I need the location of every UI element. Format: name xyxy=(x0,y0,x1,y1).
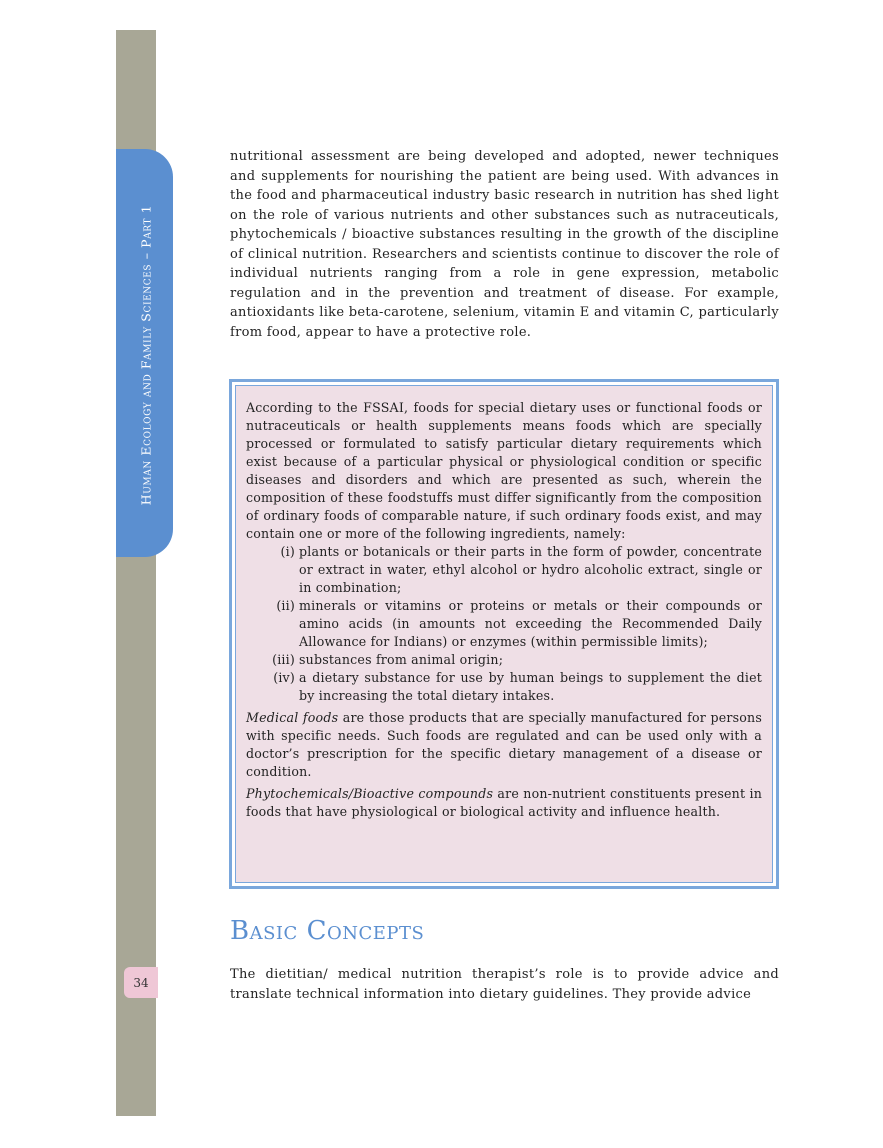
ingredient-list xyxy=(246,543,762,705)
list-item xyxy=(246,597,762,651)
medical-foods-definition xyxy=(246,709,762,781)
medical-foods-text: are those products that are specially manufactured for persons with specific needs. Such foods are regulated and can be used only with a doctor’s prescription for the specific dietary management of a disease or condition. xyxy=(246,710,762,779)
definition-box xyxy=(229,379,779,889)
list-item-text: minerals or vitamins or proteins or metals or their compounds or amino acids (in amounts not exceeding the Recommended Daily Allowance for Indians) or enzymes (within permissible limits); xyxy=(299,598,762,649)
list-item-text: substances from animal origin; xyxy=(299,652,504,667)
phytochemicals-text: are non-nutrient constituents present in foods that have physiological or biological activity and influence health. xyxy=(246,786,763,819)
list-item xyxy=(246,651,762,669)
list-item-number: (iv) xyxy=(273,670,295,685)
body-paragraph-1: nutritional assessment are being developed and adopted, newer techniques and supplements for nourishing the patient are being used. With advances in the food and pharmaceutical industry basic research in nutrition has shed light on the role of various nutrients and other substances such as nutraceuticals, phytochemicals / bioactive substances resulting in the growth of the discipline of clinical nutrition. Researchers and scientists continue to discover the role of individual nutrients ranging from a role in gene expression, metabolic regulation and in the prevention and treatment of disease. For example, antioxidants like beta-carotene, selenium, vitamin E and vitamin C, particularly from food, appear to have a protective role. xyxy=(230,149,779,340)
running-title: Human Ecology and Family Sciences – Part 1 xyxy=(138,204,154,506)
body-paragraph-2: The dietitian/ medical nutrition therapist’s role is to provide advice and translate technical information into dietary guidelines. They provide advice xyxy=(230,967,779,1002)
definition-box-content xyxy=(235,385,773,883)
medical-foods-term: Medical foods xyxy=(246,710,339,725)
list-item-number: (i) xyxy=(280,544,295,559)
list-item xyxy=(246,669,762,705)
list-item xyxy=(246,543,762,597)
fssai-definition: According to the FSSAI, foods for special dietary uses or functional foods or nutraceuticals or health supplements means foods which are specially processed or formulated to satisfy particular dietary requirements which exist because of a particular physical or physiological condition or specific diseases and disorders and which are presented as such, wherein the composition of these foodstuffs must differ significantly from the composition of ordinary foods of comparable nature, if such ordinary foods exist, and may contain one or more of the following ingredients, namely: xyxy=(246,400,762,541)
page-number xyxy=(124,967,158,998)
phytochemicals-term: Phytochemicals/Bioactive compounds xyxy=(246,786,494,801)
list-item-text: plants or botanicals or their parts in the form of powder, concentrate or extract in water, ethyl alcohol or hydro alcoholic extract, single or in combination; xyxy=(299,544,762,595)
list-item-number: (iii) xyxy=(272,652,295,667)
phytochemicals-definition xyxy=(246,785,762,821)
page-number-text: 34 xyxy=(133,975,149,990)
list-item-number: (ii) xyxy=(276,598,295,613)
list-item-text: a dietary substance for use by human beings to supplement the diet by increasing the total dietary intakes. xyxy=(299,670,762,703)
section-heading: Basic Concepts xyxy=(230,916,425,946)
